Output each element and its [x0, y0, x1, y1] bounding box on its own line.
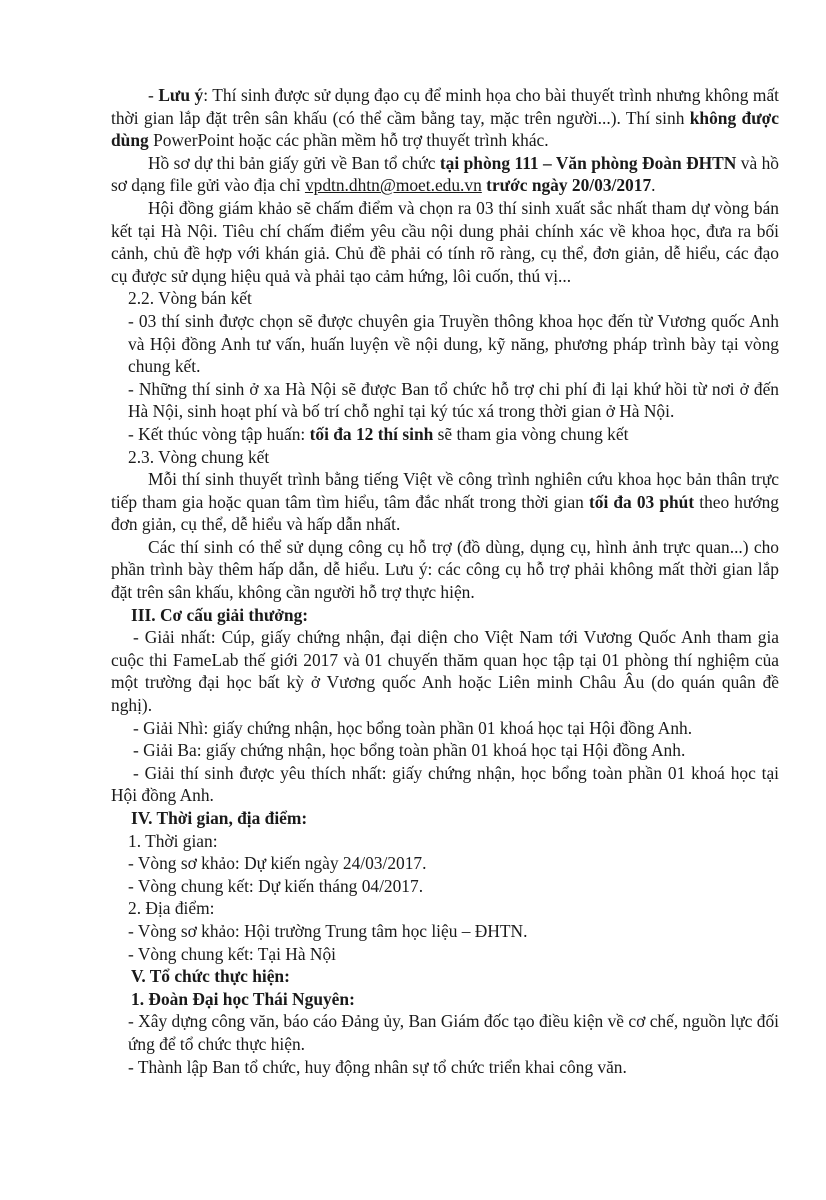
- deadline-text: trước ngày 20/03/2017: [486, 175, 652, 196]
- note-paragraph: [111, 84, 779, 152]
- text: : Thí sinh được sử dụng đạo cụ để minh họa cho bài thuyết trình nhưng không mất thời gian lắp đặt trên sân khấu (có thể cầm bằng tay, mặc trên người...). Thí sinh: [111, 85, 779, 128]
- time-final: - Vòng chung kết: Dự kiến tháng 04/2017.: [128, 875, 424, 896]
- section-v-heading: V. Tổ chức thực hiện:: [131, 966, 290, 987]
- text: PowerPoint hoặc các phần mềm hỗ trợ thuyết trình khác.: [148, 130, 549, 151]
- section-iii-heading: III. Cơ cấu giải thưởng:: [131, 604, 309, 625]
- task-item-2: - Thành lập Ban tổ chức, huy động nhân sự tổ chức triển khai công văn.: [128, 1056, 627, 1077]
- location-preliminary: - Vòng sơ khảo: Hội trường Trung tâm học liệu – ĐHTN.: [128, 920, 528, 941]
- text: theo hướng đơn giản, cụ thể, dễ hiểu và hấp dẫn nhất.: [111, 491, 779, 535]
- task-item-1: - Xây dựng công văn, báo cáo Đảng ủy, Ban Giám đốc tạo điều kiện về cơ chế, nguồn lực đối ứng để tổ chức thực hiện.: [128, 1011, 779, 1054]
- prize-third: - Giải Ba: giấy chứng nhận, học bổng toàn phần 01 khoá học tại Hội đồng Anh.: [133, 740, 686, 761]
- prize-first: - Giải nhất: Cúp, giấy chứng nhận, đại diện cho Việt Nam tới Vương Quốc Anh tham gia cuộc thi FameLab thế giới 2017 và 01 chuyến thăm quan học tập tại 01 phòng thí nghiệm của một trường đại học bất kỳ ở Vương quốc Anh hoặc Liên minh Châu Âu (do quán quân đề nghị).: [111, 627, 779, 716]
- section-iv-heading: IV. Thời gian, địa điểm:: [131, 808, 308, 828]
- final-paragraph-1: [111, 468, 779, 536]
- text: -: [148, 85, 159, 105]
- prize-second: - Giải Nhì: giấy chứng nhận, học bổng toàn phần 01 khoá học tại Hội đồng Anh.: [133, 717, 693, 738]
- section-2-2-heading: 2.2. Vòng bán kết: [128, 288, 252, 309]
- text: .: [651, 175, 656, 196]
- text: Mỗi thí sinh thuyết trình bằng tiếng Việt về công trình nghiên cứu khoa học bản thân trực tiếp tham gia hoặc quan tâm tìm hiểu, tâm đắc nhất trong thời gian: [111, 469, 779, 512]
- document-page: [111, 84, 779, 1078]
- semifinal-item-1: - 03 thí sinh được chọn sẽ được chuyên gia Truyền thông khoa học đến từ Vương quốc Anh và Hội đồng Anh tư vấn, huấn luyện về nội dung, kỹ năng, phương pháp trình bày tại vòng chung kết.: [128, 310, 779, 377]
- bold-text: tại phòng 111 – Văn phòng Đoàn ĐHTN: [439, 152, 737, 173]
- bold-text: tối đa 12 thí sinh: [309, 423, 434, 444]
- bold-text: tối đa 03 phút: [588, 491, 695, 512]
- section-v-1-heading: 1. Đoàn Đại học Thái Nguyên:: [131, 988, 355, 1009]
- judging-paragraph: Hội đồng giám khảo sẽ chấm điểm và chọn ra 03 thí sinh xuất sắc nhất tham dự vòng bán kết tại Hà Nội. Tiêu chí chấm điểm yêu cầu nội dung phải chính xác về khoa học, đưa ra bối cảnh, chủ đề hợp với khán giả. Chủ đề phải có tính rõ ràng, cụ thể, đơn giản, dễ hiểu, các đạo cụ được sử dụng hiệu quả và phải tạo cảm hứng, lôi cuốn, thú vị...: [111, 197, 779, 286]
- submission-paragraph: [111, 152, 779, 197]
- prize-favorite: - Giải thí sinh được yêu thích nhất: giấy chứng nhận, học bổng toàn phần 01 khoá học tại Hội đồng Anh.: [111, 762, 779, 806]
- text: sẽ tham gia vòng chung kết: [433, 423, 629, 444]
- time-preliminary: - Vòng sơ khảo: Dự kiến ngày 24/03/2017.: [128, 853, 427, 874]
- time-heading: 1. Thời gian:: [128, 830, 218, 851]
- semifinal-item-2: - Những thí sinh ở xa Hà Nội sẽ được Ban tổ chức hỗ trợ chi phí đi lại khứ hồi từ nơi ở đến Hà Nội, sinh hoạt phí và bố trí chỗ nghỉ tại ký túc xá trong thời gian ở Hà Nội.: [128, 378, 779, 422]
- section-2-3-heading: 2.3. Vòng chung kết: [128, 446, 270, 467]
- bold-text: không được dùng: [111, 107, 779, 151]
- text: Hồ sơ dự thi bản giấy gửi về Ban tổ chức: [148, 152, 440, 173]
- text: và hồ sơ dạng file gửi vào địa chỉ: [111, 152, 779, 196]
- semifinal-item-3: [111, 423, 779, 446]
- bold-text: Lưu ý: [158, 85, 204, 105]
- email-link[interactable]: vpdtn.dhtn@moet.edu.vn: [304, 175, 482, 196]
- text: - Kết thúc vòng tập huấn:: [128, 423, 310, 444]
- location-heading: 2. Địa điểm:: [128, 898, 215, 919]
- location-final: - Vòng chung kết: Tại Hà Nội: [128, 943, 337, 964]
- final-paragraph-2: Các thí sinh có thể sử dụng công cụ hỗ trợ (đồ dùng, dụng cụ, hình ảnh trực quan...) cho phần trình bày thêm hấp dẫn, dễ hiểu. Lưu ý: các công cụ hỗ trợ phải không mất thời gian lắp đặt trên sân khấu, không cần người hỗ trợ thực hiện.: [111, 536, 779, 603]
